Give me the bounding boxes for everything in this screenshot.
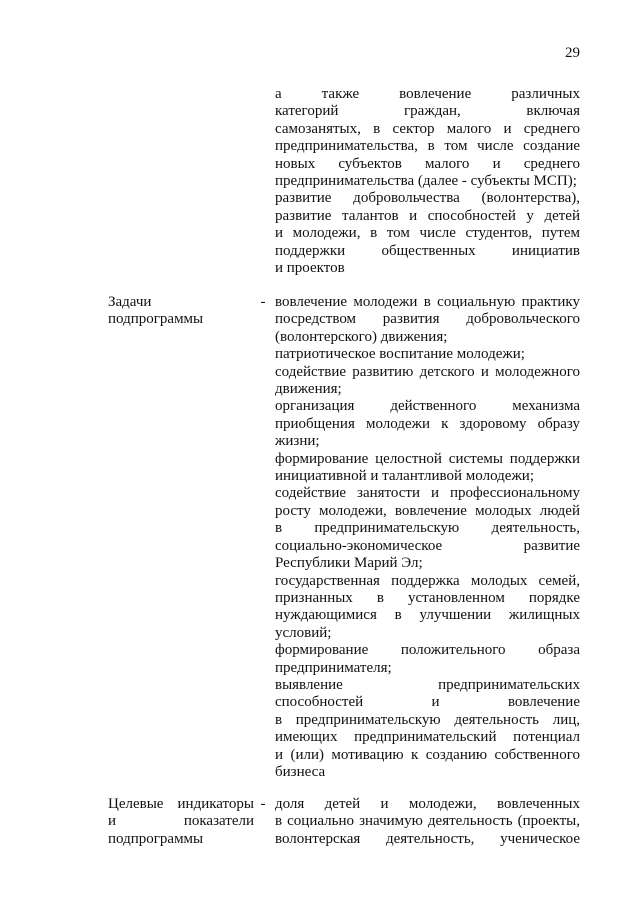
text-line: способностей и вовлечение xyxy=(275,694,580,711)
text-line: в социально значимую деятельность (проекты, xyxy=(275,813,580,830)
text-line: предпринимателя; xyxy=(275,659,392,676)
text-line: имеющих предпринимательский потенциал xyxy=(275,729,580,746)
text-line: движения; xyxy=(275,381,342,398)
text-line: предпринимательства, в том числе создание xyxy=(275,138,580,155)
text-line: (волонтерского) движения; xyxy=(275,328,448,345)
text-line: развитие талантов и способностей у детей xyxy=(275,207,580,224)
text-line: формирование целостной системы поддержки xyxy=(275,450,580,467)
text-line: патриотическое воспитание молодежи; xyxy=(275,346,525,363)
text-line: новых субъектов малого и среднего xyxy=(275,155,580,172)
label-line: Целевые индикаторы xyxy=(108,796,254,812)
text-line: социально-экономическое развитие xyxy=(275,537,580,554)
text-line: вовлечение молодежи в социальную практику xyxy=(275,294,580,310)
text-line: нуждающимися в улучшении жилищных xyxy=(275,607,580,624)
text-line: поддержки общественных инициатив xyxy=(275,242,580,259)
text-line: посредством развития добровольческого xyxy=(275,311,580,328)
text-line: условий; xyxy=(275,624,332,641)
text-line: в предпринимательскую деятельность лиц, xyxy=(275,711,580,728)
row-content xyxy=(275,294,580,781)
text-line: бизнеса xyxy=(275,763,326,780)
text-line: волонтерская деятельность, ученическое xyxy=(275,830,580,847)
text-line: выявление предпринимательских xyxy=(275,676,580,693)
text-line: и проектов xyxy=(275,260,345,277)
text-line: признанных в установленном порядке xyxy=(275,589,580,606)
text-line: инициативной и талантливой молодежи; xyxy=(275,468,534,485)
label-line: подпрограммы xyxy=(108,311,204,328)
text-line: категорий граждан, включая xyxy=(275,103,580,120)
text-line: предпринимательства (далее - субъекты МСП); xyxy=(275,173,577,190)
text-line: развитие добровольчества (волонтерства), xyxy=(275,190,580,207)
text-line: жизни; xyxy=(275,433,320,450)
text-line: содействие развитию детского и молодежного xyxy=(275,363,580,380)
text-line: в предпринимательскую деятельность, xyxy=(275,520,580,537)
text-line: и (или) мотивацию к созданию собственного xyxy=(275,746,580,763)
text-line: доля детей и молодежи, вовлеченных xyxy=(275,796,580,812)
row-dash: - xyxy=(260,796,266,812)
text-line: содействие занятости и профессиональному xyxy=(275,485,580,502)
text-line: формирование положительного образа xyxy=(275,642,580,659)
text-line: Республики Марий Эл; xyxy=(275,555,423,572)
row-label xyxy=(108,294,254,329)
row-content xyxy=(275,796,580,848)
text-line: и молодежи, в том числе студентов, путем xyxy=(275,225,580,242)
text-line: организация действенного механизма xyxy=(275,398,580,415)
page-number: 29 xyxy=(565,45,580,61)
text-line: росту молодежи, вовлечение молодых людей xyxy=(275,502,580,519)
label-line: подпрограммы xyxy=(108,830,204,847)
label-line: Задачи xyxy=(108,294,152,310)
row-label xyxy=(108,796,254,848)
label-line: и показатели xyxy=(108,813,254,830)
text-line: приобщения молодежи к здоровому образу xyxy=(275,415,580,432)
row-content xyxy=(275,86,580,277)
text-line: государственная поддержка молодых семей, xyxy=(275,572,580,589)
text-line: а также вовлечение различных xyxy=(275,86,580,102)
row-dash: - xyxy=(260,294,266,310)
text-line: самозанятых, в сектор малого и среднего xyxy=(275,120,580,137)
